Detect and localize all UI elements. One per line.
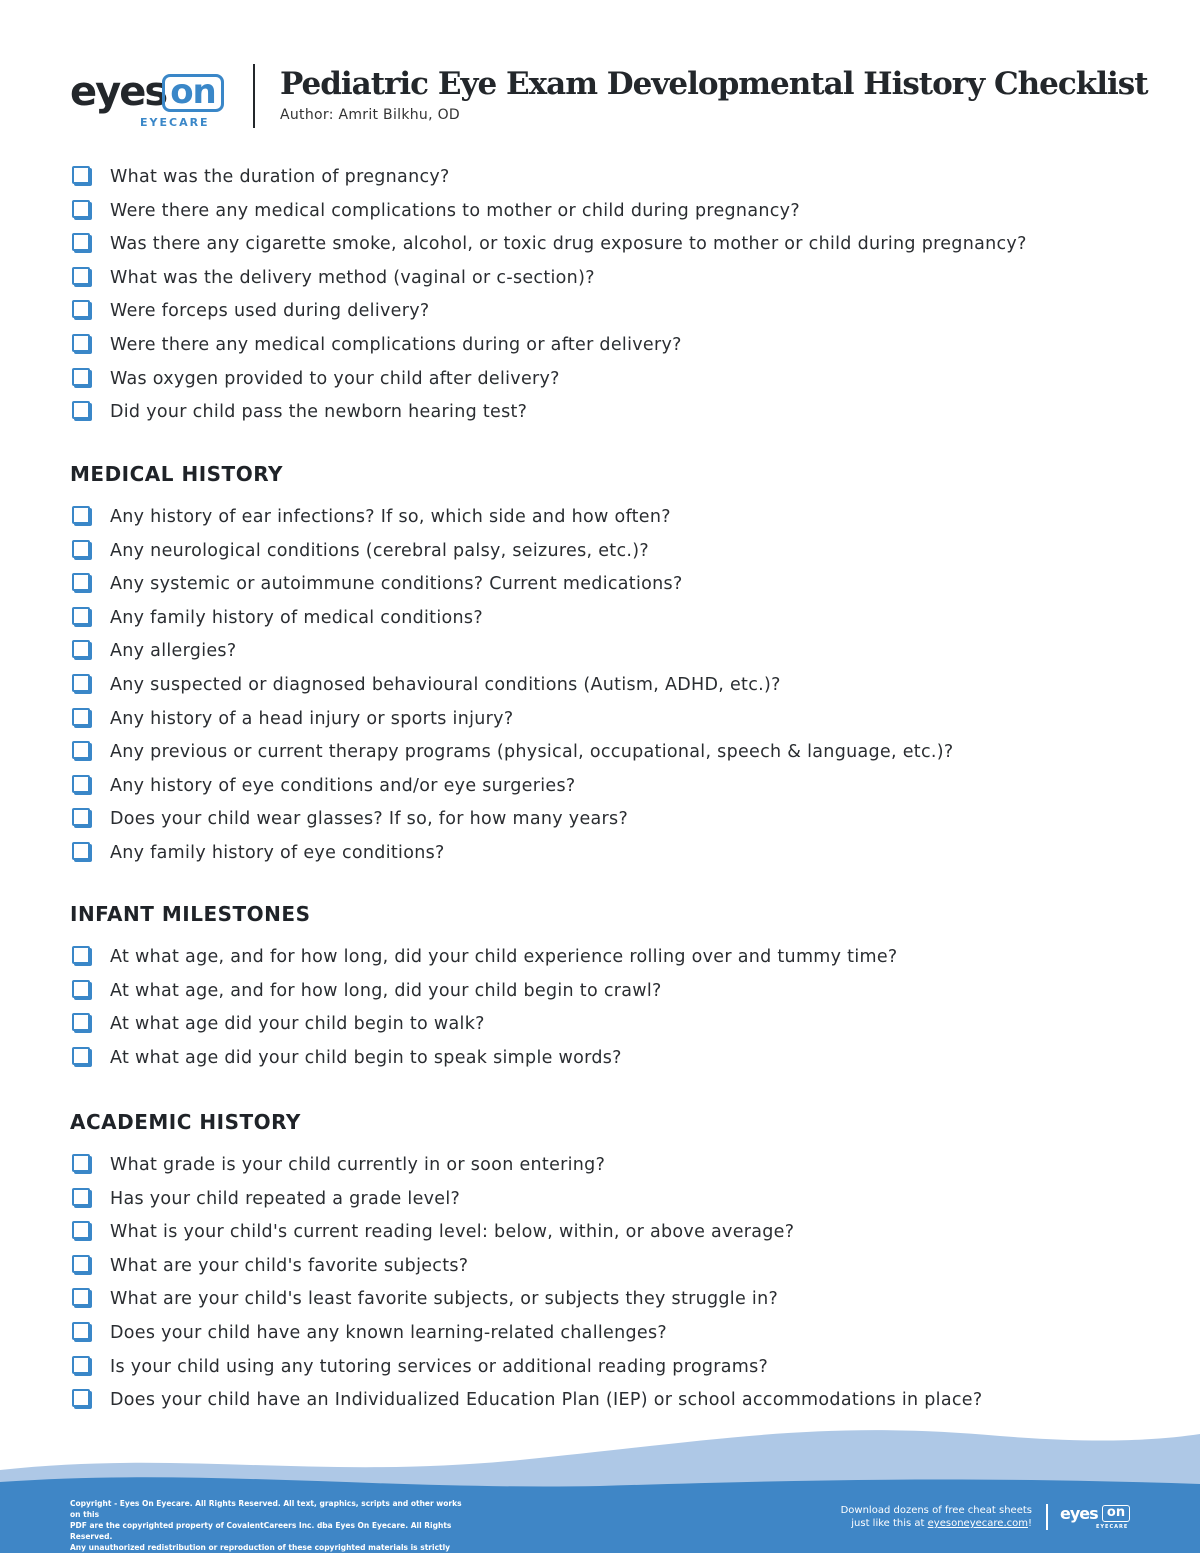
section-academic-history (70, 1110, 1150, 1423)
page-header (70, 62, 1150, 132)
checkbox-icon[interactable] (72, 842, 90, 860)
checklist-item (70, 540, 1150, 574)
checklist-item (70, 233, 1150, 267)
section-heading: MEDICAL HISTORY (70, 462, 283, 486)
checklist-item (70, 200, 1150, 234)
checklist-item (70, 1288, 1150, 1322)
checklist-item (70, 300, 1150, 334)
checkbox-icon[interactable] (72, 980, 90, 998)
checklist-item-label: Has your child repeated a grade level? (110, 1188, 461, 1209)
checklist-item (70, 674, 1150, 708)
checklist-item-label: Did your child pass the newborn hearing test? (110, 402, 528, 423)
checklist-item (70, 267, 1150, 301)
checklist-item (70, 1389, 1150, 1423)
section-pregnancy (70, 166, 1150, 435)
logo-on-text: on (162, 74, 224, 112)
checklist-item-label: What is your child's current reading level: below, within, or above average? (110, 1222, 795, 1243)
checkbox-icon[interactable] (72, 1188, 90, 1206)
checklist-item (70, 506, 1150, 540)
copyright-notice (70, 1498, 470, 1564)
checkbox-icon[interactable] (72, 607, 90, 625)
checklist-item (70, 1356, 1150, 1390)
checkbox-icon[interactable] (72, 200, 90, 218)
checklist-item-label: Is your child using any tutoring services or additional reading programs? (110, 1356, 769, 1377)
checkbox-icon[interactable] (72, 573, 90, 591)
checklist-item-label: Were there any medical complications to mother or child during pregnancy? (110, 200, 800, 221)
document-title: Pediatric Eye Exam Developmental History Checklist (280, 66, 1148, 102)
checklist-item (70, 980, 1150, 1014)
checklist-item (70, 1221, 1150, 1255)
header-divider (253, 64, 255, 128)
checklist-item-label: Was oxygen provided to your child after delivery? (110, 368, 560, 389)
checkbox-icon[interactable] (72, 1322, 90, 1340)
checklist-item-label: Were forceps used during delivery? (110, 301, 430, 322)
checklist-item-label: At what age did your child begin to walk? (110, 1014, 485, 1035)
checklist-item-label: What was the duration of pregnancy? (110, 167, 450, 187)
checkbox-icon[interactable] (72, 166, 90, 184)
eyes-on-eyecare-logo (70, 70, 230, 130)
checklist-item-label: What was the delivery method (vaginal or c-section)? (110, 267, 595, 288)
checkbox-icon[interactable] (72, 1255, 90, 1273)
document-author: Author: Amrit Bilkhu, OD (280, 107, 460, 123)
footer-logo (1060, 1504, 1132, 1534)
checkbox-icon[interactable] (72, 1013, 90, 1031)
checklist-item (70, 1047, 1150, 1081)
checklist-item-label: Any neurological conditions (cerebral palsy, seizures, etc.)? (110, 540, 649, 561)
section-infant-milestones (70, 902, 1150, 1080)
checklist-item (70, 368, 1150, 402)
checklist-item (70, 334, 1150, 368)
download-note (820, 1504, 1032, 1530)
checkbox-icon[interactable] (72, 233, 90, 251)
checklist-item (70, 1154, 1150, 1188)
copyright-line: Any unauthorized redistribution or reproduction of these copyrighted materials is strictly prohibited. (70, 1543, 451, 1563)
footer-logo-on: on (1102, 1505, 1130, 1522)
download-suffix: ! (1027, 1518, 1032, 1529)
checklist-item-label: At what age, and for how long, did your child begin to crawl? (110, 980, 662, 1001)
checklist-item (70, 166, 1150, 200)
checklist-item-label: Any suspected or diagnosed behavioural conditions (Autism, ADHD, etc.)? (110, 674, 781, 695)
checkbox-icon[interactable] (72, 775, 90, 793)
checklist-item-label: What are your child's least favorite subjects, or subjects they struggle in? (110, 1289, 779, 1310)
checklist-item-label: At what age, and for how long, did your child experience rolling over and tummy time? (110, 947, 898, 967)
copyright-line: PDF are the copyrighted property of CovalentCareers Inc. dba Eyes On Eyecare. All Rights Reserved. (70, 1521, 452, 1541)
checklist-item (70, 1013, 1150, 1047)
checklist-item (70, 946, 1150, 980)
download-line: Download dozens of free cheat sheets (840, 1505, 1032, 1516)
checkbox-icon[interactable] (72, 368, 90, 386)
checklist-item (70, 640, 1150, 674)
checklist-item-label: Any history of ear infections? If so, which side and how often? (110, 507, 671, 527)
checkbox-icon[interactable] (72, 808, 90, 826)
checkbox-icon[interactable] (72, 540, 90, 558)
checklist-item (70, 741, 1150, 775)
checklist-item-label: What are your child's favorite subjects? (110, 1255, 469, 1276)
checkbox-icon[interactable] (72, 946, 90, 964)
checklist-item (70, 573, 1150, 607)
checklist-item-label: Any systemic or autoimmune conditions? Current medications? (110, 574, 683, 595)
copyright-line: Copyright - Eyes On Eyecare. All Rights Reserved. All text, graphics, scripts and other works on this (70, 1499, 462, 1519)
footer-divider (1046, 1504, 1048, 1530)
checkbox-icon[interactable] (72, 267, 90, 285)
checklist-item-label: Does your child have an Individualized Education Plan (IEP) or school accommodations in place? (110, 1390, 983, 1411)
checkbox-icon[interactable] (72, 741, 90, 759)
checklist-item (70, 1255, 1150, 1289)
checklist-item-label: Any allergies? (110, 641, 237, 662)
section-heading: ACADEMIC HISTORY (70, 1110, 301, 1134)
checklist-item (70, 1322, 1150, 1356)
checkbox-icon[interactable] (72, 506, 90, 524)
checkbox-icon[interactable] (72, 1288, 90, 1306)
checklist-item-label: Any history of a head injury or sports injury? (110, 708, 514, 729)
checklist-item (70, 842, 1150, 876)
checklist-item-label: Any previous or current therapy programs (physical, occupational, speech & language, etc.)? (110, 742, 954, 763)
checklist-item-label: Does your child wear glasses? If so, for how many years? (110, 809, 629, 830)
checkbox-icon[interactable] (72, 1154, 90, 1172)
download-line-2 (820, 1517, 1032, 1530)
download-prefix: just like this at (851, 1518, 928, 1529)
checkbox-icon[interactable] (72, 1047, 90, 1065)
checklist-item (70, 1188, 1150, 1222)
checklist-item-label: Any history of eye conditions and/or eye surgeries? (110, 775, 576, 796)
checkbox-icon[interactable] (72, 401, 90, 419)
checkbox-icon[interactable] (72, 1389, 90, 1407)
checklist-item-label: Was there any cigarette smoke, alcohol, or toxic drug exposure to mother or child during pregnancy? (110, 234, 1027, 255)
logo-eyecare-text: EYECARE (140, 116, 210, 129)
checklist-item-label: What grade is your child currently in or soon entering? (110, 1155, 606, 1175)
checklist-item (70, 401, 1150, 435)
website-link[interactable]: eyesoneyecare.com (927, 1518, 1028, 1529)
checklist-item (70, 808, 1150, 842)
checklist-item-label: At what age did your child begin to speak simple words? (110, 1047, 622, 1068)
checkbox-icon[interactable] (72, 674, 90, 692)
checklist-item-label: Were there any medical complications during or after delivery? (110, 334, 682, 355)
section-medical-history (70, 462, 1150, 876)
footer-logo-eyecare: EYECARE (1096, 1524, 1129, 1530)
checklist-item-label: Does your child have any known learning-related challenges? (110, 1322, 667, 1343)
checkbox-icon[interactable] (72, 334, 90, 352)
checklist-item-label: Any family history of eye conditions? (110, 842, 445, 863)
checklist-item-label: Any family history of medical conditions? (110, 607, 483, 628)
footer-logo-eyes: eyes (1060, 1504, 1098, 1523)
checkbox-icon[interactable] (72, 1356, 90, 1374)
checklist-item (70, 607, 1150, 641)
checklist-item (70, 708, 1150, 742)
page-footer (0, 1420, 1200, 1563)
section-heading: INFANT MILESTONES (70, 902, 311, 926)
checkbox-icon[interactable] (72, 640, 90, 658)
checklist-item (70, 775, 1150, 809)
logo-eyes-text: eyes (70, 69, 167, 115)
checkbox-icon[interactable] (72, 708, 90, 726)
checkbox-icon[interactable] (72, 1221, 90, 1239)
checkbox-icon[interactable] (72, 300, 90, 318)
